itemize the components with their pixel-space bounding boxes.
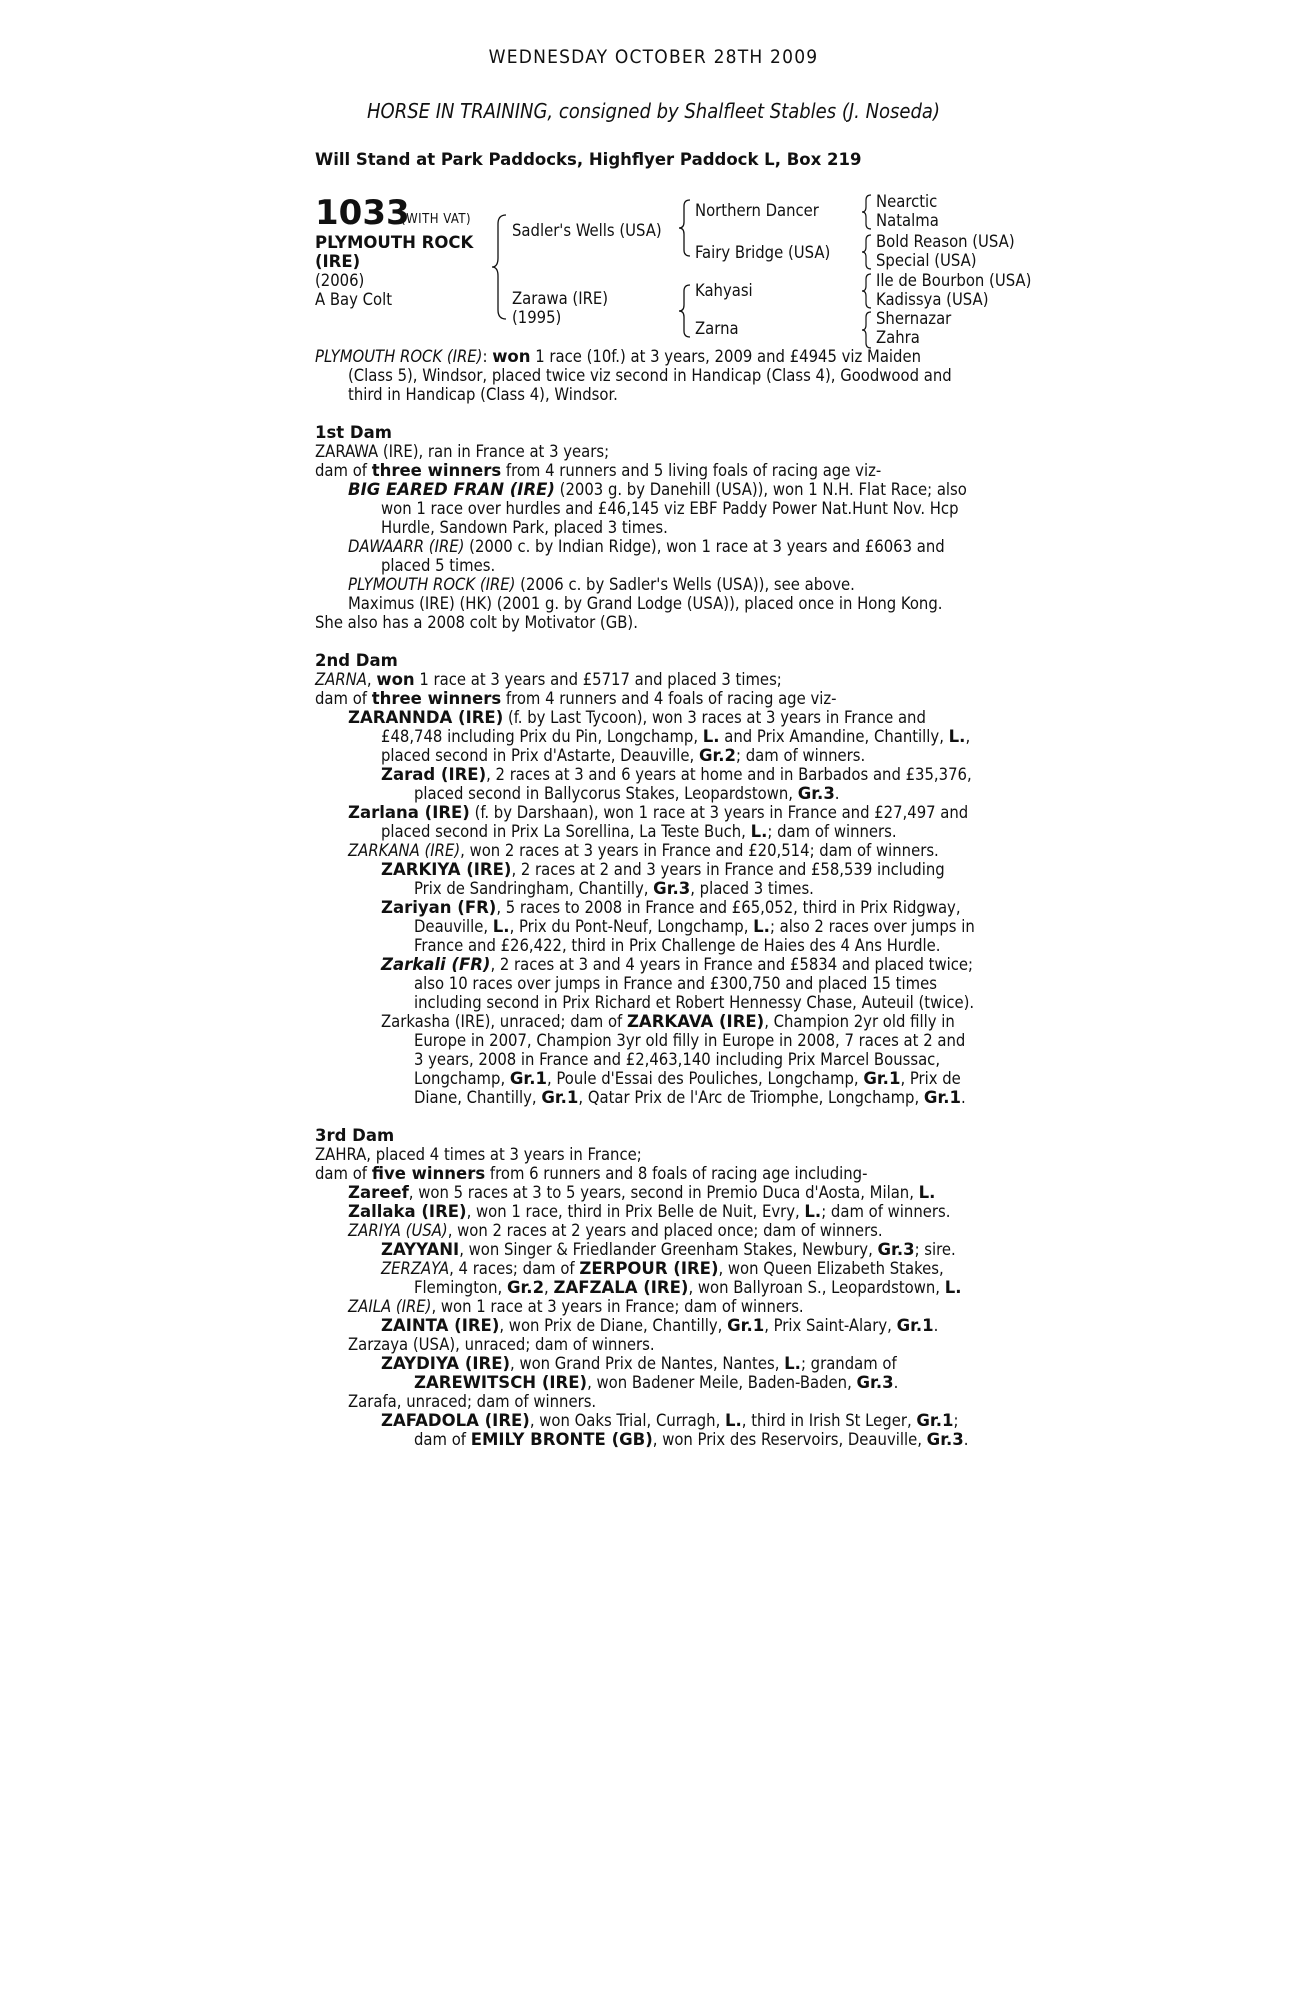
- text-segment: , 2 races at 3 and 4 years in France and £5834 and placed twice;: [490, 955, 974, 974]
- text-segment: ,: [544, 1278, 554, 1297]
- pedigree-g3-5: Ile de Bourbon (USA): [876, 271, 1032, 290]
- text-segment: , Prix de: [900, 1069, 961, 1088]
- text-segment: ZARKANA (IRE): [348, 841, 461, 860]
- pedigree-g3-4: Special (USA): [876, 251, 977, 270]
- pedigree-brace-sire-dam: [490, 212, 510, 322]
- text-segment: ;: [953, 1411, 959, 1430]
- text-segment: placed second in Ballycorus Stakes, Leopardstown,: [414, 784, 798, 803]
- text-segment: (2006 c. by Sadler's Wells (USA)), see above.: [515, 575, 855, 594]
- text-segment: L.: [492, 917, 510, 936]
- text-line: [381, 727, 970, 746]
- text-segment: , Qatar Prix de l'Arc de Triomphe, Longchamp,: [578, 1088, 924, 1107]
- consignment-line: HORSE IN TRAINING, consigned by Shalfleet Stables (J. Noseda): [367, 99, 940, 123]
- pedigree-brace-ka: [860, 272, 874, 310]
- pedigree-grandsire-maternal: Kahyasi: [695, 281, 753, 300]
- text-segment: Gr.3: [856, 1373, 894, 1392]
- text-line: [348, 1202, 950, 1221]
- text-segment: , won 1 race at 3 years in France; dam of winners.: [431, 1297, 804, 1316]
- text-segment: L.: [804, 1202, 822, 1221]
- text-segment: PLYMOUTH ROCK (IRE): [315, 347, 483, 366]
- text-segment: (Class 5), Windsor, placed twice viz second in Handicap (Class 4), Goodwood and: [348, 366, 952, 385]
- text-segment: ; sire.: [914, 1240, 956, 1259]
- text-segment: L.: [702, 727, 720, 746]
- text-segment: Zarkasha (IRE), unraced; dam of: [381, 1012, 627, 1031]
- text-line: [381, 556, 495, 575]
- text-segment: .: [963, 1430, 969, 1449]
- text-line: [348, 537, 945, 556]
- text-segment: , won Prix des Reservoirs, Deauville,: [652, 1430, 927, 1449]
- text-segment: ZAREWITSCH (IRE): [414, 1373, 588, 1392]
- text-segment: 2nd Dam: [315, 651, 398, 670]
- lot-number: 1033: [315, 193, 410, 233]
- text-segment: Zallaka (IRE): [348, 1202, 467, 1221]
- text-line: [315, 1164, 867, 1183]
- text-segment: 1 race at 3 years and £5717 and placed 3 times;: [414, 670, 782, 689]
- text-segment: , won 2 races at 2 years and placed once; dam of winners.: [447, 1221, 883, 1240]
- text-segment: Flemington,: [414, 1278, 507, 1297]
- text-segment: ZARIYA (USA): [348, 1221, 448, 1240]
- text-segment: , won Singer & Friedlander Greenham Stakes, Newbury,: [459, 1240, 878, 1259]
- text-line: [414, 917, 975, 936]
- text-segment: ZARANNDA (IRE): [348, 708, 504, 727]
- text-segment: .: [834, 784, 840, 803]
- text-segment: (f. by Last Tycoon), won 3 races at 3 years in France and: [503, 708, 926, 727]
- pedigree-g3-3: Bold Reason (USA): [876, 232, 1015, 251]
- text-segment: Zariyan (FR): [381, 898, 497, 917]
- text-segment: from 4 runners and 5 living foals of racing age viz-: [501, 461, 882, 480]
- text-segment: EMILY BRONTE (GB): [470, 1430, 653, 1449]
- vat-note: (WITH VAT): [401, 212, 472, 227]
- text-line: [414, 1050, 940, 1069]
- pedigree-granddam-maternal: Zarna: [695, 319, 739, 338]
- text-segment: Diane, Chantilly,: [414, 1088, 542, 1107]
- text-segment: ZAYYANI: [381, 1240, 460, 1259]
- text-segment: Gr.1: [509, 1069, 547, 1088]
- text-line: [414, 1430, 968, 1449]
- text-line: [414, 1031, 965, 1050]
- text-segment: PLYMOUTH ROCK (IRE): [348, 575, 516, 594]
- text-segment: France and £26,422, third in Prix Challenge de Haies des 4 Ans Hurdle.: [414, 936, 941, 955]
- text-segment: placed second in Prix d'Astarte, Deauville,: [381, 746, 699, 765]
- text-line: [315, 442, 609, 461]
- text-segment: Deauville,: [414, 917, 493, 936]
- text-segment: , Poule d'Essai des Pouliches, Longchamp,: [546, 1069, 864, 1088]
- text-line: [381, 1316, 938, 1335]
- pedigree-grandsire-paternal: Northern Dancer: [695, 201, 819, 220]
- pedigree-brace-sire: [677, 197, 693, 259]
- text-line: [414, 1069, 961, 1088]
- text-line: [315, 613, 638, 632]
- text-line: [414, 993, 974, 1012]
- text-segment: won 1 race over hurdles and £46,145 viz EBF Paddy Power Nat.Hunt Nov. Hcp: [381, 499, 959, 518]
- text-segment: Prix de Sandringham, Chantilly,: [414, 879, 654, 898]
- text-line: [348, 841, 939, 860]
- text-segment: ZAILA (IRE): [348, 1297, 432, 1316]
- text-segment: , 2 races at 3 and 6 years at home and in Barbados and £35,376,: [486, 765, 972, 784]
- text-segment: L.: [918, 1183, 936, 1202]
- text-segment: from 4 runners and 4 foals of racing age viz-: [501, 689, 837, 708]
- text-segment: ZAFADOLA (IRE): [381, 1411, 530, 1430]
- text-segment: (2000 c. by Indian Ridge), won 1 race at 3 years and £6063 and: [464, 537, 945, 556]
- text-line: [414, 879, 814, 898]
- text-segment: ZARNA: [315, 670, 367, 689]
- text-segment: from 6 runners and 8 foals of racing age including-: [485, 1164, 868, 1183]
- text-segment: Gr.3: [926, 1430, 964, 1449]
- text-line: [414, 974, 937, 993]
- text-segment: , placed 3 times.: [690, 879, 814, 898]
- pedigree-g3-2: Natalma: [876, 211, 939, 230]
- text-segment: Zarafa, unraced; dam of winners.: [348, 1392, 597, 1411]
- text-line: [348, 1392, 596, 1411]
- text-line: [381, 1259, 944, 1278]
- foaling-year: (2006): [315, 271, 365, 290]
- text-segment: L.: [784, 1354, 801, 1373]
- text-segment: ZARKIYA (IRE): [381, 860, 512, 879]
- text-segment: , won Prix de Diane, Chantilly,: [499, 1316, 728, 1335]
- text-segment: , third in Irish St Leger,: [741, 1411, 917, 1430]
- text-segment: Zareef: [348, 1183, 409, 1202]
- text-segment: L.: [750, 822, 768, 841]
- text-line: [348, 480, 967, 499]
- pedigree-brace-za: [860, 310, 874, 350]
- text-line: [381, 898, 961, 917]
- pedigree-g3-7: Shernazar: [876, 309, 952, 328]
- text-line: [381, 1240, 956, 1259]
- text-line: [315, 423, 392, 442]
- text-segment: , 5 races to 2008 in France and £65,052, third in Prix Ridgway,: [496, 898, 961, 917]
- horse-name: PLYMOUTH ROCK: [315, 233, 474, 252]
- text-segment: Zarad (IRE): [381, 765, 487, 784]
- text-line: [315, 651, 398, 670]
- text-segment: dam of: [315, 461, 372, 480]
- text-segment: , won Oaks Trial, Curragh,: [529, 1411, 725, 1430]
- text-segment: third in Handicap (Class 4), Windsor.: [348, 385, 618, 404]
- text-segment: , 2 races at 2 and 3 years in France and £58,539 including: [511, 860, 945, 879]
- text-segment: (2003 g. by Danehill (USA)), won 1 N.H. Flat Race; also: [554, 480, 967, 499]
- text-line: [348, 575, 855, 594]
- text-segment: , Prix Saint-Alary,: [764, 1316, 897, 1335]
- text-segment: Gr.1: [863, 1069, 901, 1088]
- text-segment: .: [933, 1316, 939, 1335]
- text-line: [381, 499, 959, 518]
- text-segment: five winners: [371, 1164, 486, 1183]
- text-segment: won: [492, 347, 531, 366]
- horse-description: A Bay Colt: [315, 290, 393, 309]
- text-segment: three winners: [371, 689, 502, 708]
- text-segment: Gr.1: [541, 1088, 579, 1107]
- text-segment: won: [376, 670, 415, 689]
- text-line: [348, 803, 968, 822]
- text-segment: Gr.1: [896, 1316, 934, 1335]
- pedigree-brace-dam: [677, 282, 693, 340]
- text-segment: dam of: [315, 689, 372, 708]
- text-segment: , won 2 races at 3 years in France and £20,514; dam of winners.: [460, 841, 939, 860]
- text-segment: BIG EARED FRAN (IRE): [348, 480, 555, 499]
- text-line: [381, 518, 668, 537]
- text-segment: Gr.1: [727, 1316, 765, 1335]
- text-segment: She also has a 2008 colt by Motivator (GB).: [315, 613, 638, 632]
- text-segment: .: [893, 1373, 899, 1392]
- text-line: [315, 347, 921, 366]
- text-segment: , Champion 2yr old filly in: [764, 1012, 955, 1031]
- text-segment: dam of: [315, 1164, 372, 1183]
- text-segment: ZARKAVA (IRE): [626, 1012, 765, 1031]
- pedigree-brace-ns: [860, 193, 874, 231]
- text-line: [381, 765, 972, 784]
- text-segment: 1st Dam: [315, 423, 392, 442]
- pedigree-g3-6: Kadissya (USA): [876, 290, 989, 309]
- pedigree-g3-1: Nearctic: [876, 192, 938, 211]
- text-line: [348, 1183, 935, 1202]
- text-line: [414, 784, 840, 803]
- stand-location: Will Stand at Park Paddocks, Highflyer Paddock L, Box 219: [315, 150, 862, 169]
- text-segment: ; dam of winners.: [821, 1202, 951, 1221]
- text-line: [348, 1221, 883, 1240]
- text-segment: ; dam of winners.: [767, 822, 897, 841]
- text-segment: Gr.3: [877, 1240, 915, 1259]
- pedigree-g3-8: Zahra: [876, 328, 920, 347]
- text-segment: Gr.2: [506, 1278, 545, 1297]
- text-line: [381, 822, 897, 841]
- text-line: [348, 1335, 655, 1354]
- text-segment: including second in Prix Richard et Robert Hennessy Chase, Auteuil (twice).: [414, 993, 975, 1012]
- text-segment: three winners: [371, 461, 502, 480]
- text-segment: Gr.2: [698, 746, 737, 765]
- horse-name-suffix: (IRE): [315, 252, 361, 271]
- text-line: [348, 594, 942, 613]
- text-segment: 3rd Dam: [315, 1126, 395, 1145]
- text-line: [414, 936, 940, 955]
- text-segment: L.: [948, 727, 966, 746]
- text-line: [414, 1278, 962, 1297]
- text-segment: , won Ballyroan S., Leopardstown,: [688, 1278, 945, 1297]
- text-segment: L.: [753, 917, 770, 936]
- text-segment: ZAINTA (IRE): [381, 1316, 500, 1335]
- text-line: [315, 670, 782, 689]
- text-line: [381, 1012, 955, 1031]
- text-segment: 1 race (10f.) at 3 years, 2009 and £4945 viz Maiden: [530, 347, 922, 366]
- text-segment: dam of: [414, 1430, 471, 1449]
- text-segment: also 10 races over jumps in France and £300,750 and placed 15 times: [414, 974, 937, 993]
- text-segment: Hurdle, Sandown Park, placed 3 times.: [381, 518, 668, 537]
- text-line: [381, 955, 973, 974]
- pedigree-brace-fb: [860, 233, 874, 271]
- text-segment: ZAFZALA (IRE): [553, 1278, 689, 1297]
- text-line: [381, 860, 945, 879]
- text-segment: ,: [366, 670, 377, 689]
- text-line: [315, 689, 837, 708]
- text-segment: .: [960, 1088, 966, 1107]
- text-segment: :: [482, 347, 493, 366]
- text-segment: Gr.1: [916, 1411, 954, 1430]
- text-segment: ; also 2 races over jumps in: [769, 917, 975, 936]
- text-line: [315, 461, 881, 480]
- text-segment: , won Grand Prix de Nantes, Nantes,: [510, 1354, 785, 1373]
- text-line: [381, 746, 865, 765]
- text-segment: ZERZAYA: [381, 1259, 450, 1278]
- text-segment: Zarzaya (USA), unraced; dam of winners.: [348, 1335, 655, 1354]
- text-segment: Zarlana (IRE): [348, 803, 470, 822]
- text-line: [315, 1145, 642, 1164]
- pedigree-granddam-paternal: Fairy Bridge (USA): [695, 243, 831, 262]
- text-segment: , won 5 races at 3 to 5 years, second in Premio Duca d'Aosta, Milan,: [408, 1183, 919, 1202]
- text-line: [315, 1126, 394, 1145]
- pedigree-sire: Sadler's Wells (USA): [512, 221, 662, 240]
- text-line: [414, 1373, 898, 1392]
- text-segment: , won Badener Meile, Baden-Baden,: [587, 1373, 857, 1392]
- text-segment: , won 1 race, third in Prix Belle de Nuit, Evry,: [466, 1202, 805, 1221]
- text-line: [381, 1354, 897, 1373]
- pedigree-dam: Zarawa (IRE): [512, 289, 609, 308]
- text-line: [414, 1088, 966, 1107]
- text-segment: ,: [965, 727, 971, 746]
- text-segment: L.: [725, 1411, 742, 1430]
- text-segment: Maximus (IRE) (HK) (2001 g. by Grand Lodge (USA)), placed once in Hong Kong.: [348, 594, 943, 613]
- text-segment: ; grandam of: [800, 1354, 897, 1373]
- text-segment: DAWAARR (IRE): [348, 537, 465, 556]
- text-segment: Zarkali (FR): [381, 955, 491, 974]
- text-segment: ZAHRA, placed 4 times at 3 years in France;: [315, 1145, 642, 1164]
- text-segment: placed 5 times.: [381, 556, 496, 575]
- text-line: [348, 1297, 804, 1316]
- sale-date: WEDNESDAY OCTOBER 28TH 2009: [488, 46, 819, 68]
- text-segment: L.: [944, 1278, 962, 1297]
- text-segment: placed second in Prix La Sorellina, La Teste Buch,: [381, 822, 751, 841]
- text-segment: Europe in 2007, Champion 3yr old filly in Europe in 2008, 7 races at 2 and: [414, 1031, 966, 1050]
- text-line: [348, 385, 618, 404]
- text-segment: ZAYDIYA (IRE): [381, 1354, 511, 1373]
- text-line: [381, 1411, 958, 1430]
- text-segment: ; dam of winners.: [736, 746, 866, 765]
- text-line: [348, 708, 926, 727]
- text-segment: Gr.3: [653, 879, 691, 898]
- text-segment: Longchamp,: [414, 1069, 510, 1088]
- text-segment: 3 years, 2008 in France and £2,463,140 including Prix Marcel Boussac,: [414, 1050, 941, 1069]
- text-line: [348, 366, 952, 385]
- text-segment: £48,748 including Prix du Pin, Longchamp,: [381, 727, 703, 746]
- text-segment: Gr.1: [923, 1088, 961, 1107]
- text-segment: ZARAWA (IRE), ran in France at 3 years;: [315, 442, 610, 461]
- text-segment: , Prix du Pont-Neuf, Longchamp,: [509, 917, 754, 936]
- pedigree-dam-year: (1995): [512, 308, 562, 327]
- text-segment: , 4 races; dam of: [449, 1259, 580, 1278]
- text-segment: ZERPOUR (IRE): [579, 1259, 719, 1278]
- text-segment: Gr.3: [797, 784, 835, 803]
- text-segment: (f. by Darshaan), won 1 race at 3 years in France and £27,497 and: [469, 803, 969, 822]
- text-segment: and Prix Amandine, Chantilly,: [719, 727, 949, 746]
- text-segment: , won Queen Elizabeth Stakes,: [718, 1259, 944, 1278]
